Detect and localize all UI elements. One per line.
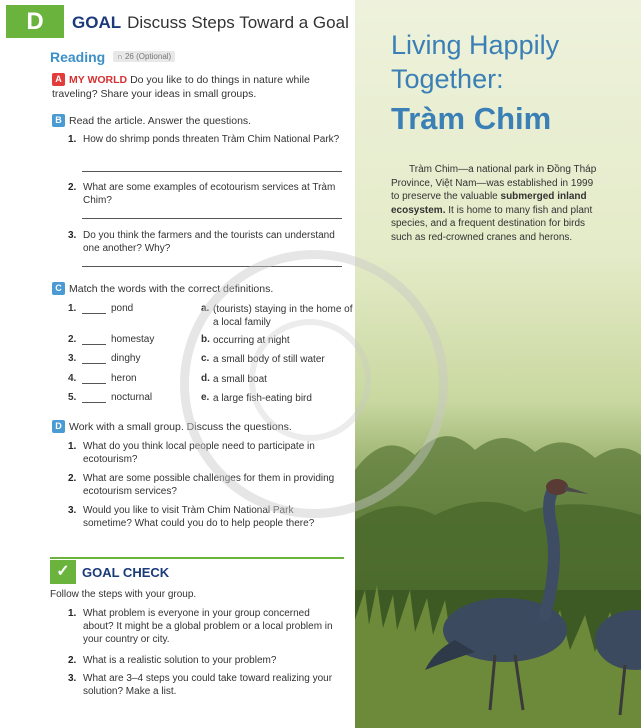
match-number: 4.: [68, 373, 77, 384]
step-text: What are 3–4 steps you could take toward realizing your solution? Make a list.: [83, 673, 333, 697]
match-number: 1.: [68, 303, 77, 314]
match-blank[interactable]: [82, 383, 106, 384]
part-b-question: [68, 181, 343, 207]
definition-text: a small body of still water: [213, 354, 325, 365]
part-d-instruction: [52, 420, 342, 434]
part-b-question: [68, 133, 343, 146]
part-d-letter: D: [52, 420, 65, 433]
part-b-question: [68, 229, 343, 255]
question-text: What are some possible challenges for them in providing ecotourism services?: [83, 473, 335, 497]
match-row: [68, 303, 353, 328]
match-word: pond: [111, 303, 134, 314]
part-d-question: [68, 472, 343, 498]
definition-letter: c.: [201, 353, 210, 364]
match-row: [68, 353, 353, 367]
article-title-line1: Living Happily: [391, 30, 560, 60]
question-number: 3.: [68, 230, 77, 241]
match-blank[interactable]: [82, 402, 106, 403]
my-world-label: MY WORLD: [69, 74, 128, 86]
part-a-letter: A: [52, 73, 65, 86]
question-text: What do you think local people need to participate in ecotourism?: [83, 441, 315, 465]
goal-check-step: [68, 672, 343, 698]
question-text: How do shrimp ponds threaten Tràm Chim National Park?: [83, 134, 340, 145]
answer-line[interactable]: [82, 218, 342, 219]
article-title-line2: Together:: [391, 64, 504, 94]
step-text: What problem is everyone in your group concerned about? It might be a global problem or a local problem in your country or city.: [83, 608, 333, 645]
match-blank[interactable]: [82, 363, 106, 364]
question-text: Do you think the farmers and the tourists can understand one another? Why?: [83, 230, 335, 254]
reading-heading: Reading: [50, 49, 106, 65]
goal-label: GOAL: [72, 13, 122, 32]
part-d-question: [68, 440, 343, 466]
definition-text: a small boat: [213, 374, 267, 385]
question-text: Would you like to visit Tràm Chim National Park sometime? What could you do to help people there?: [83, 505, 315, 529]
article-title-bold: Tràm Chim: [391, 101, 552, 136]
definition-letter: e.: [201, 392, 210, 403]
part-a-text: Do you like to do things in nature while traveling? Share your ideas in small groups.: [52, 74, 310, 100]
match-blank[interactable]: [82, 344, 106, 345]
part-c-letter: C: [52, 282, 65, 295]
match-row: [68, 334, 353, 348]
question-number: 2.: [68, 473, 77, 484]
question-number: 2.: [68, 182, 77, 193]
part-d-text: Work with a small group. Discuss the questions.: [69, 421, 292, 433]
intro-bold-term: submerged inland ecosystem.: [391, 191, 587, 216]
match-word: dinghy: [111, 353, 141, 364]
goal-check-instruction: Follow the steps with your group.: [50, 589, 197, 600]
goal-check-title: GOAL CHECK: [82, 565, 170, 580]
part-c-text: Match the words with the correct definitions.: [69, 283, 274, 295]
article-title: [391, 28, 631, 96]
definition-letter: b.: [201, 334, 210, 345]
step-text: What is a realistic solution to your problem?: [83, 655, 277, 666]
section-badge: D: [6, 5, 64, 38]
part-c-instruction: [52, 282, 342, 296]
match-word: heron: [111, 373, 137, 384]
audio-track-label[interactable]: ∩ 26 (Optional): [113, 51, 175, 62]
goal-header: [72, 13, 349, 33]
part-d-question: [68, 504, 343, 530]
question-text: What are some examples of ecotourism services at Tràm Chim?: [83, 182, 336, 206]
match-number: 5.: [68, 392, 77, 403]
part-b-instruction: [52, 114, 342, 128]
match-row: [68, 392, 353, 406]
question-number: 1.: [68, 441, 77, 452]
intro-text-end: It is home to many fish and plant species, and a frequent destination for birds such as red-crowned cranes and herons.: [391, 204, 593, 243]
article-intro: [391, 163, 601, 244]
match-word: homestay: [111, 334, 155, 345]
definition-text: a large fish-eating bird: [213, 393, 312, 404]
match-number: 2.: [68, 334, 77, 345]
answer-line[interactable]: [82, 171, 342, 172]
question-number: 1.: [68, 134, 77, 145]
part-a: [52, 73, 342, 101]
definition-text: (tourists) staying in the home of a local family: [213, 304, 353, 328]
part-b-letter: B: [52, 114, 65, 127]
goal-text: Discuss Steps Toward a Goal: [127, 13, 349, 32]
match-blank[interactable]: [82, 313, 106, 314]
checkmark-icon: ✓: [50, 560, 76, 584]
goal-check-step: [68, 607, 343, 646]
step-number: 1.: [68, 608, 77, 619]
match-number: 3.: [68, 353, 77, 364]
part-b-text: Read the article. Answer the questions.: [69, 115, 252, 127]
match-word: nocturnal: [111, 392, 153, 403]
match-row: [68, 373, 353, 387]
definition-text: occurring at night: [213, 335, 290, 346]
step-number: 3.: [68, 673, 77, 684]
definition-letter: a.: [201, 303, 210, 314]
intro-text: Tràm Chim—a national park in Đồng Tháp Province, Việt Nam—was established in 1999 to preserve the valuable: [391, 164, 597, 202]
question-number: 3.: [68, 505, 77, 516]
answer-line[interactable]: [82, 266, 342, 267]
goal-check-divider: [50, 557, 344, 559]
definition-letter: d.: [201, 373, 210, 384]
goal-check-step: [68, 654, 343, 667]
step-number: 2.: [68, 655, 77, 666]
